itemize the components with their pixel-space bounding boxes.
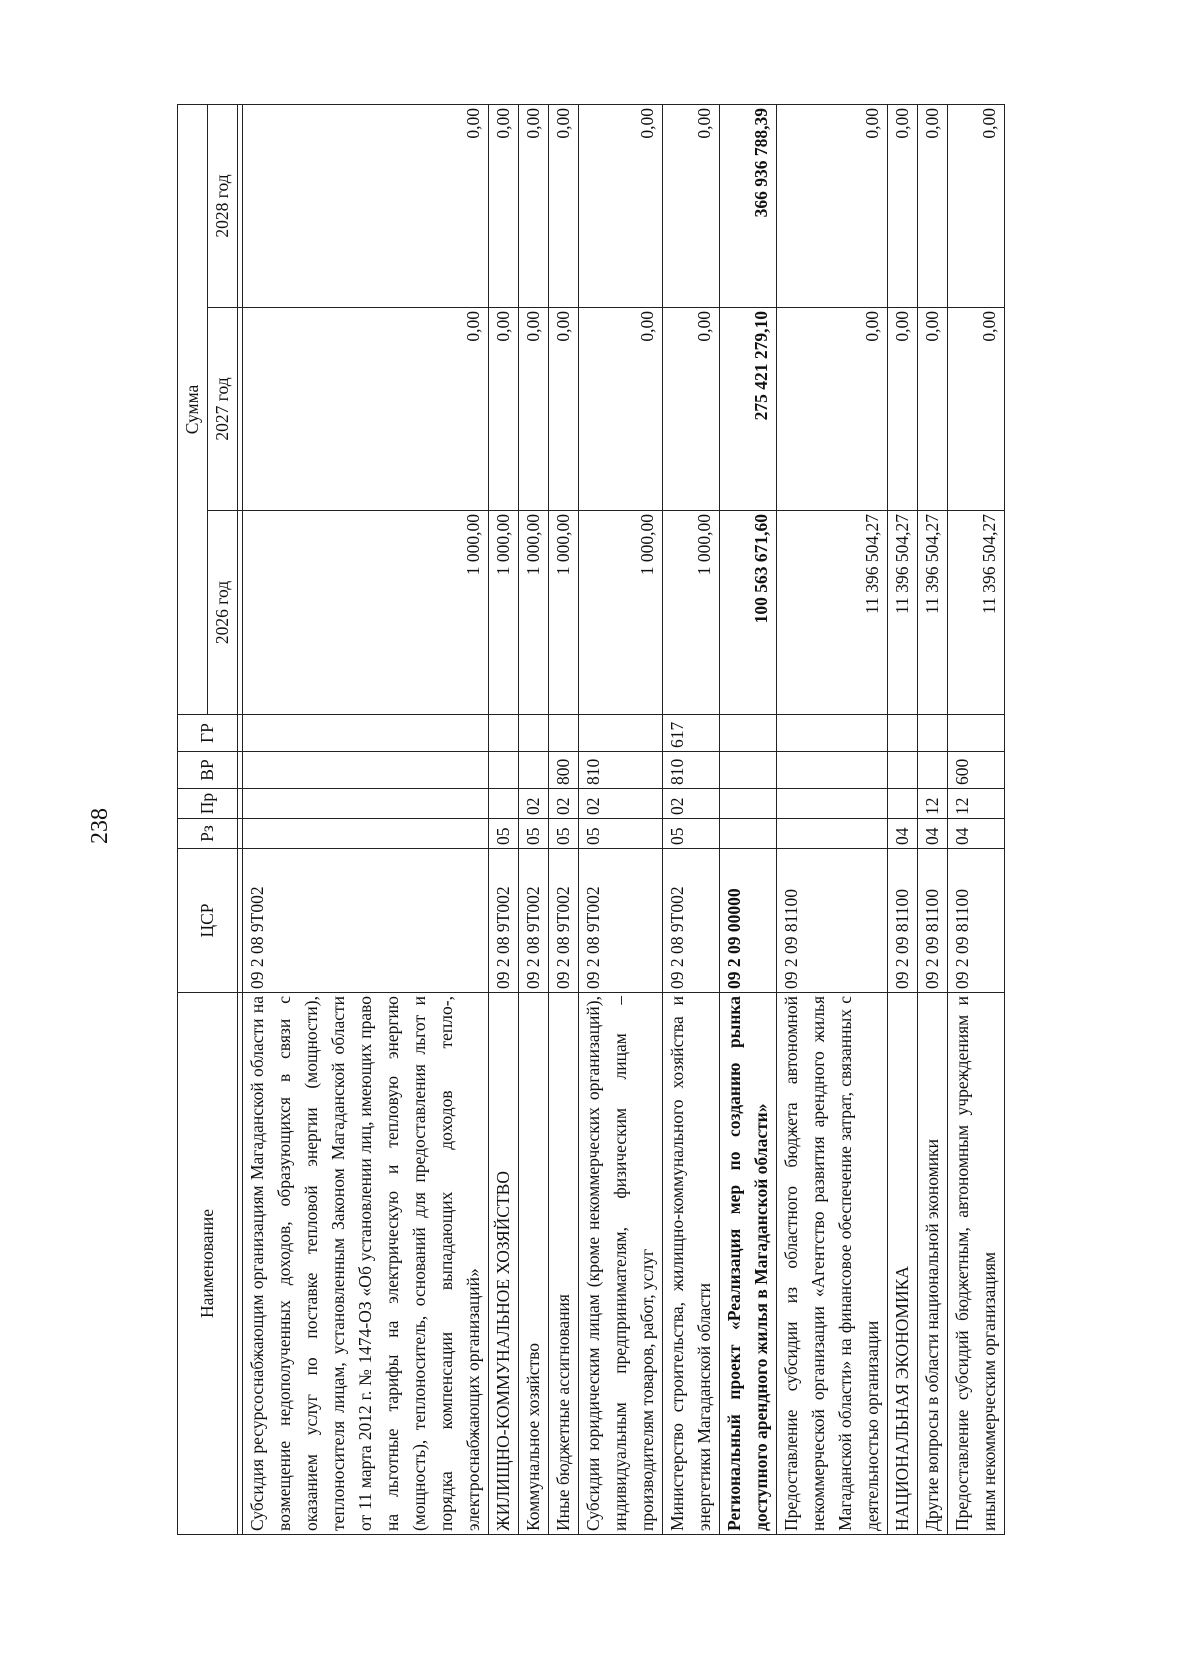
row-sum-2028: 0,00 bbox=[519, 104, 549, 307]
table-row bbox=[663, 104, 720, 1534]
row-sum-2026: 1 000,00 bbox=[579, 511, 663, 715]
page-number: 238 bbox=[87, 808, 113, 844]
row-csr: 09 2 09 81100 bbox=[948, 849, 1005, 993]
row-gr bbox=[948, 715, 1005, 752]
header-year-2026: 2026 год bbox=[208, 511, 238, 715]
header-year-2027: 2027 год bbox=[208, 308, 238, 511]
row-rz: 05 bbox=[579, 819, 663, 849]
row-csr: 09 2 08 9Т002 bbox=[519, 849, 549, 993]
row-sum-2028: 0,00 bbox=[888, 104, 918, 307]
budget-table bbox=[177, 104, 1005, 1535]
row-sum-2028: 0,00 bbox=[777, 104, 888, 307]
table-row bbox=[243, 104, 489, 1534]
row-vr: 810 bbox=[579, 752, 663, 789]
row-pr bbox=[777, 789, 888, 819]
row-sum-2028: 0,00 bbox=[243, 104, 489, 307]
header-gr: ГР bbox=[178, 715, 238, 752]
row-gr bbox=[519, 715, 549, 752]
row-sum-2027: 0,00 bbox=[918, 308, 948, 511]
row-sum-2027: 0,00 bbox=[549, 308, 579, 511]
rotated-page-content bbox=[177, 105, 1062, 1535]
header-rz: Рз bbox=[178, 819, 238, 849]
row-sum-2028: 0,00 bbox=[948, 104, 1005, 307]
row-vr bbox=[519, 752, 549, 789]
row-sum-2027: 0,00 bbox=[579, 308, 663, 511]
row-csr: 09 2 09 81100 bbox=[777, 849, 888, 993]
row-sum-2026: 1 000,00 bbox=[489, 511, 519, 715]
row-sum-2026: 100 563 671,60 bbox=[720, 511, 777, 715]
row-pr bbox=[720, 789, 777, 819]
row-rz bbox=[243, 819, 489, 849]
row-gr bbox=[918, 715, 948, 752]
row-gr bbox=[579, 715, 663, 752]
row-gr: 617 bbox=[663, 715, 720, 752]
row-pr: 12 bbox=[918, 789, 948, 819]
row-sum-2028: 0,00 bbox=[579, 104, 663, 307]
row-vr bbox=[777, 752, 888, 789]
row-rz: 04 bbox=[888, 819, 918, 849]
table-row bbox=[777, 104, 888, 1534]
row-sum-2027: 0,00 bbox=[519, 308, 549, 511]
row-gr bbox=[243, 715, 489, 752]
row-rz: 05 bbox=[519, 819, 549, 849]
row-csr: 09 2 09 00000 bbox=[720, 849, 777, 993]
row-gr bbox=[720, 715, 777, 752]
row-sum-2026: 1 000,00 bbox=[663, 511, 720, 715]
row-gr bbox=[489, 715, 519, 752]
row-csr: 09 2 08 9Т002 bbox=[663, 849, 720, 993]
row-pr: 02 bbox=[663, 789, 720, 819]
row-sum-2027: 0,00 bbox=[948, 308, 1005, 511]
row-vr: 800 bbox=[549, 752, 579, 789]
row-vr bbox=[243, 752, 489, 789]
row-rz: 04 bbox=[948, 819, 1005, 849]
row-vr bbox=[489, 752, 519, 789]
row-gr bbox=[777, 715, 888, 752]
row-name: Субсидии юридическим лицам (кроме некоммерческих организаций), индивидуальным предпринимателям, физическим лицам – производителям товаров, работ, услуг bbox=[579, 993, 663, 1535]
row-gr bbox=[549, 715, 579, 752]
header-csr: ЦСР bbox=[178, 849, 238, 993]
row-pr: 02 bbox=[519, 789, 549, 819]
row-name: Министерство строительства, жилищно-коммунального хозяйства и энергетики Магаданской области bbox=[663, 993, 720, 1535]
row-pr bbox=[243, 789, 489, 819]
row-sum-2027: 0,00 bbox=[888, 308, 918, 511]
table-row bbox=[489, 104, 519, 1534]
row-sum-2026: 1 000,00 bbox=[549, 511, 579, 715]
row-vr bbox=[888, 752, 918, 789]
row-pr bbox=[489, 789, 519, 819]
row-sum-2028: 0,00 bbox=[549, 104, 579, 307]
row-pr: 02 bbox=[549, 789, 579, 819]
header-year-2028: 2028 год bbox=[208, 104, 238, 307]
row-name: Другие вопросы в области национальной экономики bbox=[918, 993, 948, 1535]
table-row bbox=[918, 104, 948, 1534]
row-pr: 12 bbox=[948, 789, 1005, 819]
row-vr bbox=[720, 752, 777, 789]
table-row bbox=[888, 104, 918, 1534]
table-body bbox=[243, 104, 1005, 1534]
row-name: Предоставление субсидии из областного бюджета автономной некоммерческой организации «Агентство развития арендного жилья Магаданской области» на финансовое обеспечение затрат, связанных с деятельностью организации bbox=[777, 993, 888, 1535]
row-rz: 04 bbox=[918, 819, 948, 849]
table-row bbox=[549, 104, 579, 1534]
row-csr: 09 2 08 9Т002 bbox=[243, 849, 489, 993]
row-sum-2027: 0,00 bbox=[489, 308, 519, 511]
row-sum-2026: 1 000,00 bbox=[519, 511, 549, 715]
table-header bbox=[178, 104, 243, 1534]
header-sum: Сумма bbox=[178, 104, 208, 714]
header-vr: ВР bbox=[178, 752, 238, 789]
row-rz bbox=[720, 819, 777, 849]
row-sum-2027: 275 421 279,10 bbox=[720, 308, 777, 511]
row-sum-2026: 11 396 504,27 bbox=[918, 511, 948, 715]
row-sum-2026: 1 000,00 bbox=[243, 511, 489, 715]
row-name: Предоставление субсидий бюджетным, автономным учреждениям и иным некоммерческим организациям bbox=[948, 993, 1005, 1535]
row-csr: 09 2 09 81100 bbox=[918, 849, 948, 993]
row-sum-2027: 0,00 bbox=[777, 308, 888, 511]
row-rz: 05 bbox=[663, 819, 720, 849]
row-name: Региональный проект «Реализация мер по созданию рынка доступного арендного жилья в Магаданской области» bbox=[720, 993, 777, 1535]
row-vr: 810 bbox=[663, 752, 720, 789]
row-rz bbox=[777, 819, 888, 849]
header-pr: Пр bbox=[178, 789, 238, 819]
row-sum-2028: 0,00 bbox=[663, 104, 720, 307]
row-sum-2027: 0,00 bbox=[663, 308, 720, 511]
row-pr bbox=[888, 789, 918, 819]
table-row bbox=[519, 104, 549, 1534]
row-csr: 09 2 08 9Т002 bbox=[549, 849, 579, 993]
row-name: НАЦИОНАЛЬНАЯ ЭКОНОМИКА bbox=[888, 993, 918, 1535]
row-pr: 02 bbox=[579, 789, 663, 819]
row-gr bbox=[888, 715, 918, 752]
table-row bbox=[948, 104, 1005, 1534]
row-vr: 600 bbox=[948, 752, 1005, 789]
header-name: Наименование bbox=[178, 993, 238, 1535]
row-name: ЖИЛИЩНО-КОММУНАЛЬНОЕ ХОЗЯЙСТВО bbox=[489, 993, 519, 1535]
row-sum-2026: 11 396 504,27 bbox=[888, 511, 918, 715]
row-csr: 09 2 08 9Т002 bbox=[489, 849, 519, 993]
table-row bbox=[720, 104, 777, 1534]
row-sum-2026: 11 396 504,27 bbox=[948, 511, 1005, 715]
row-csr: 09 2 08 9Т002 bbox=[579, 849, 663, 993]
row-name: Иные бюджетные ассигнования bbox=[549, 993, 579, 1535]
row-sum-2028: 0,00 bbox=[918, 104, 948, 307]
row-sum-2028: 0,00 bbox=[489, 104, 519, 307]
row-csr: 09 2 09 81100 bbox=[888, 849, 918, 993]
row-name: Субсидия ресурсоснабжающим организациям Магаданской области на возмещение недополученных доходов, образующихся в связи с оказанием услуг по поставке тепловой энергии (мощности), теплоносителя лицам, установленным Законом Магаданской области от 11 марта 2012 г. № 1474-ОЗ «Об установлении лиц, имеющих право на льготные тарифы на электрическую и тепловую энергию (мощность), теплоноситель, оснований для предоставления льгот и порядка компенсации выпадающих доходов тепло-, электроснабжающих организаций» bbox=[243, 993, 489, 1535]
row-sum-2027: 0,00 bbox=[243, 308, 489, 511]
row-vr bbox=[918, 752, 948, 789]
row-name: Коммунальное хозяйство bbox=[519, 993, 549, 1535]
table-row bbox=[579, 104, 663, 1534]
row-sum-2026: 11 396 504,27 bbox=[777, 511, 888, 715]
row-rz: 05 bbox=[549, 819, 579, 849]
row-rz: 05 bbox=[489, 819, 519, 849]
row-sum-2028: 366 936 788,39 bbox=[720, 104, 777, 307]
